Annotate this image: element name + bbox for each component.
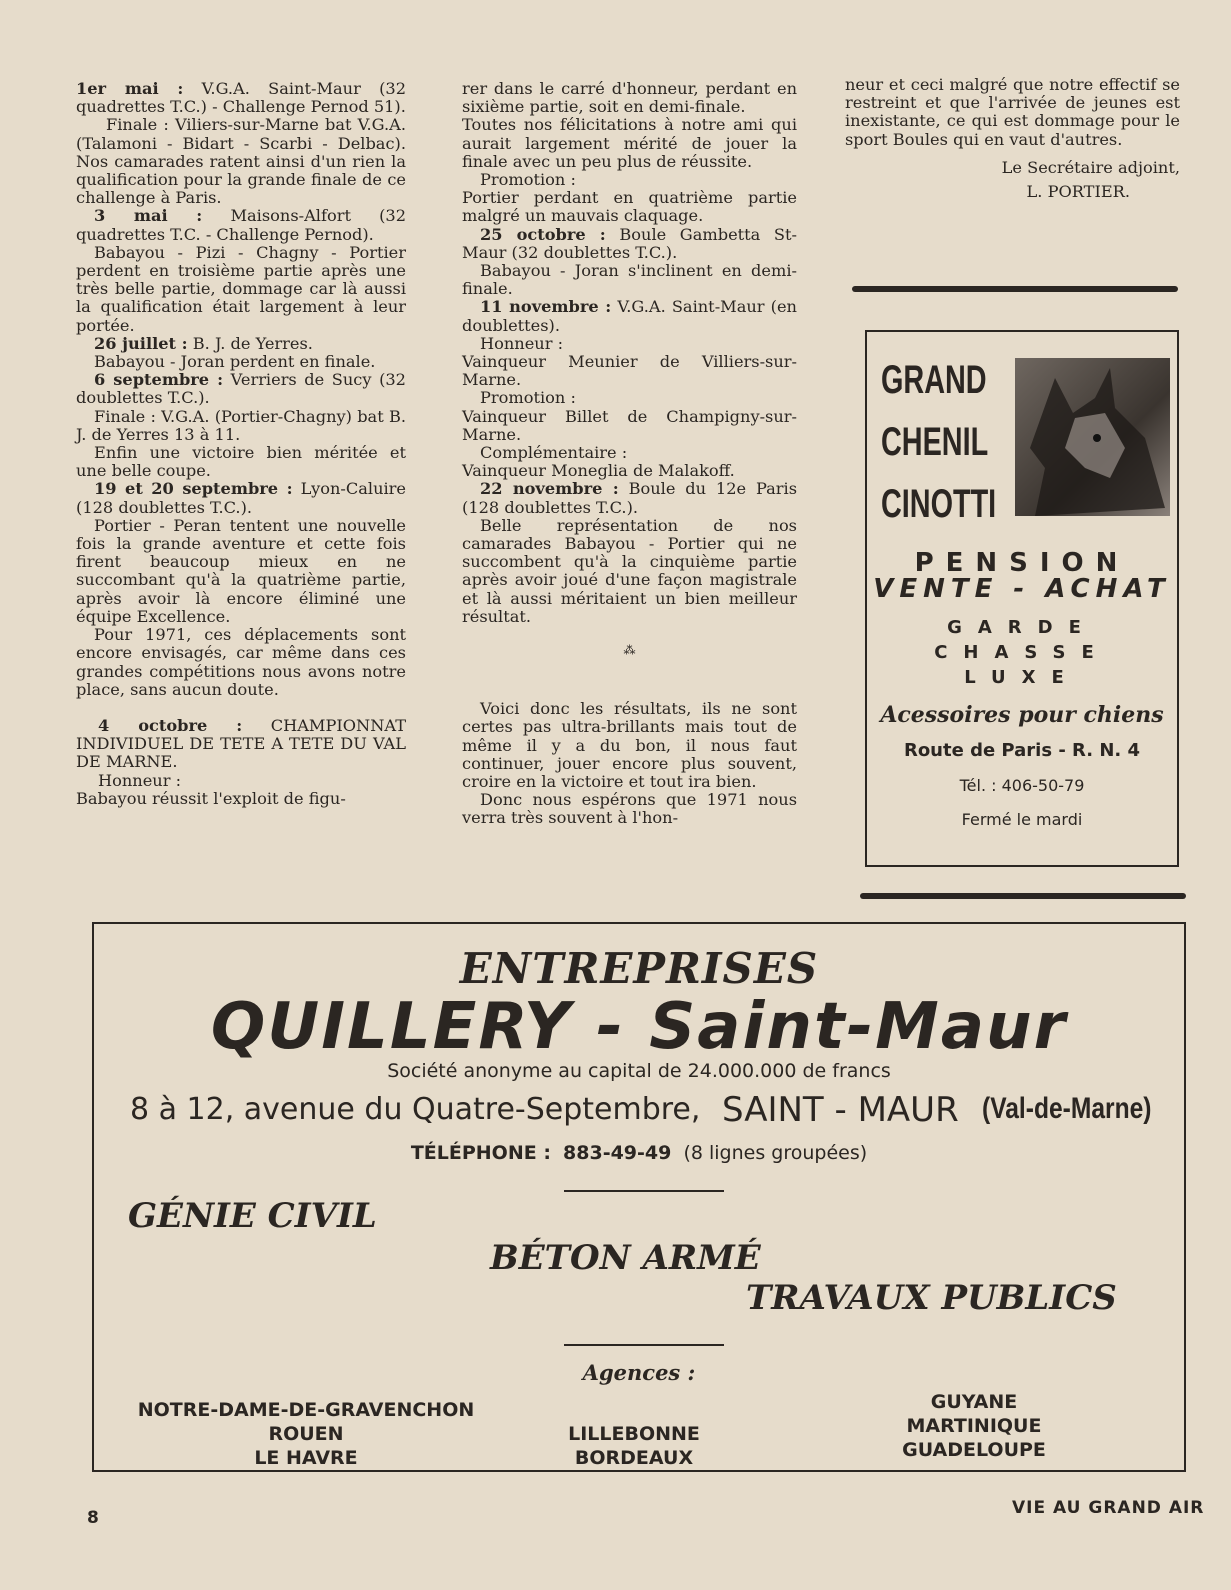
paragraph: Portier perdant en quatrième partie malgré un mauvais claquage. [462,188,797,226]
signature-name: L. PORTIER. [1026,182,1130,202]
divider-wavy-top [852,286,1178,292]
paragraph: Donc nous espérons que 1971 nous verra très souvent à l'hon- [462,790,797,828]
quillery-travaux-publics: TRAVAUX PUBLICS [746,1278,1117,1318]
quillery-genie-civil: GÉNIE CIVIL [128,1196,377,1236]
paragraph: 4 octobre : CHAMPIONNAT INDIVIDUEL DE TETE A TETE DU VAL DE MARNE. [76,715,406,772]
kennel-luxe: LUXE [964,667,1080,688]
paragraph: Complémentaire : [480,443,628,463]
kennel-closing-day: Fermé le mardi [961,810,1083,829]
quillery-agences-label: Agences : [582,1360,696,1385]
paragraph: Finale : Viliers-sur-Marne bat V.G.A. (Talamoni - Bidart - Scarbi - Delbac). Nos camarades ratent ainsi d'un rien la qualification pour la grande finale de ce challenge à Paris. [76,115,406,208]
quillery-address: 8 à 12, avenue du Quatre-Septembre, [130,1092,701,1127]
kennel-name-line-1: GRAND [881,358,987,402]
divider-wavy-bottom [860,893,1186,899]
quillery-city: SAINT - MAUR [722,1090,959,1130]
paragraph: Enfin une victoire bien méritée et une belle coupe. [76,443,406,481]
quillery-title: QUILLERY - Saint-Maur [210,990,1068,1064]
paragraph: 6 septembre : Verriers de Sucy (32 doublettes T.C.). [76,370,406,408]
paragraph: rer dans le carré d'honneur, perdant en sixième partie, soit en demi-finale. [462,79,797,117]
paragraph: 11 novembre : V.G.A. Saint-Maur (en doublettes). [462,297,797,335]
kennel-garde: GARDE [947,617,1097,638]
page-number: 8 [87,1508,99,1528]
agences-column-2: LILLEBONNE BORDEAUX [568,1423,700,1469]
paragraph: Babayou réussit l'exploit de figu- [76,788,346,808]
signature-title: Le Secrétaire adjoint, [1001,157,1180,177]
paragraph: 1er mai : V.G.A. Saint-Maur (32 quadrettes T.C.) - Challenge Pernod 51). [76,79,407,117]
paragraph: Vainqueur Moneglia de Malakoff. [462,461,735,481]
kennel-vente-achat: VENTE - ACHAT [873,574,1171,604]
quillery-societe: Société anonyme au capital de 24.000.000 de francs [387,1060,891,1082]
section-separator: ⁂ [623,643,636,658]
article-column-3 [845,76,1180,201]
paragraph: 19 et 20 septembre : Lyon-Caluire (128 doublettes T.C.). [76,479,406,517]
kennel-pension: PENSION [914,548,1130,578]
paragraph: Voici donc les résultats, ils ne sont certes pas ultra-brillants mais tout de même il y a du bon, il nous faut continuer, jouer encore plus souvent, croire en la victoire et tout ira bien. [462,699,797,791]
agences-column-1: NOTRE-DAME-DE-GRAVENCHON ROUEN LE HAVRE [137,1399,475,1469]
paragraph: Finale : V.G.A. (Portier-Chagny) bat B. J. de Yerres 13 à 11. [76,406,406,444]
paragraph: Pour 1971, ces déplacements sont encore envisagés, car même dans ces grandes compétitions nous avons notre place, sans aucun doute. [76,625,406,699]
paragraph: 3 mai : Maisons-Alfort (32 quadrettes T.C. - Challenge Pernod). [76,206,406,244]
magazine-name: VIE AU GRAND AIR [1012,1498,1205,1518]
paragraph: Honneur : [480,333,564,353]
quillery-beton-arme: BÉTON ARMÉ [490,1238,761,1278]
paragraph: neur et ceci malgré que notre effectif se restreint et que l'arrivée de jeunes est inexistante, ce qui est dommage pour le sport Boules qui en vaut d'autres. [845,75,1180,149]
kennel-name-line-3: CINOTTI [881,482,997,526]
kennel-name-line-2: CHENIL [881,420,989,464]
kennel-advertisement [865,330,1179,867]
paragraph: Belle représentation de nos camarades Babayou - Portier qui ne succombent qu'à la cinquième partie après avoir joué d'une façon magistrale et là aussi méritaient un bien meilleur résultat. [462,515,797,626]
article-column-1 [76,80,406,808]
quillery-telephone: TÉLÉPHONE : 883-49-49 (8 lignes groupées) [410,1142,868,1164]
divider [564,1190,724,1192]
agences-column-3: GUYANE MARTINIQUE GUADELOUPE [902,1391,1046,1461]
quillery-advertisement [92,922,1186,1472]
quillery-department: (Val-de-Marne) [982,1092,1152,1125]
divider [564,1344,724,1346]
kennel-telephone: Tél. : 406-50-79 [959,776,1085,795]
paragraph: Promotion : [480,388,576,408]
kennel-chasse: CHASSE [934,642,1110,663]
paragraph: Babayou - Pizi - Chagny - Portier perdent en troisième partie après une très belle partie, dommage car là aussi la qualification était largement à leur portée. [76,242,406,335]
paragraph: 22 novembre : Boule du 12e Paris (128 doublettes T.C.). [462,479,797,517]
kennel-accessoires: Acessoires pour chiens [880,702,1164,728]
paragraph: Honneur : [98,770,182,790]
paragraph: 26 juillet : B. J. de Yerres. [94,333,313,353]
paragraph: 25 octobre : Boule Gambetta St-Maur (32 doublettes T.C.). [462,224,797,262]
paragraph: Portier - Peran tentent une nouvelle fois la grande aventure et cette fois firent beaucoup mieux en ne succombant qu'à la quatrième partie, après avoir là encore éliminé une équipe Excellence. [76,515,406,626]
dog-photo [1015,358,1170,516]
paragraph: Vainqueur Billet de Champigny-sur-Marne. [462,406,797,444]
paragraph: Promotion : [480,170,576,190]
paragraph: Toutes nos félicitations à notre ami qui aurait largement mérité de jouer la finale avec un peu plus de réussite. [462,115,797,171]
paragraph: Vainqueur Meunier de Villiers-sur-Marne. [462,352,797,390]
kennel-route: Route de Paris - R. N. 4 [903,740,1141,761]
paragraph: Babayou - Joran perdent en finale. [94,352,376,372]
quillery-entreprises: ENTREPRISES [459,944,819,993]
article-column-2 [462,80,797,828]
paragraph: Babayou - Joran s'inclinent en demi-finale. [462,261,797,299]
